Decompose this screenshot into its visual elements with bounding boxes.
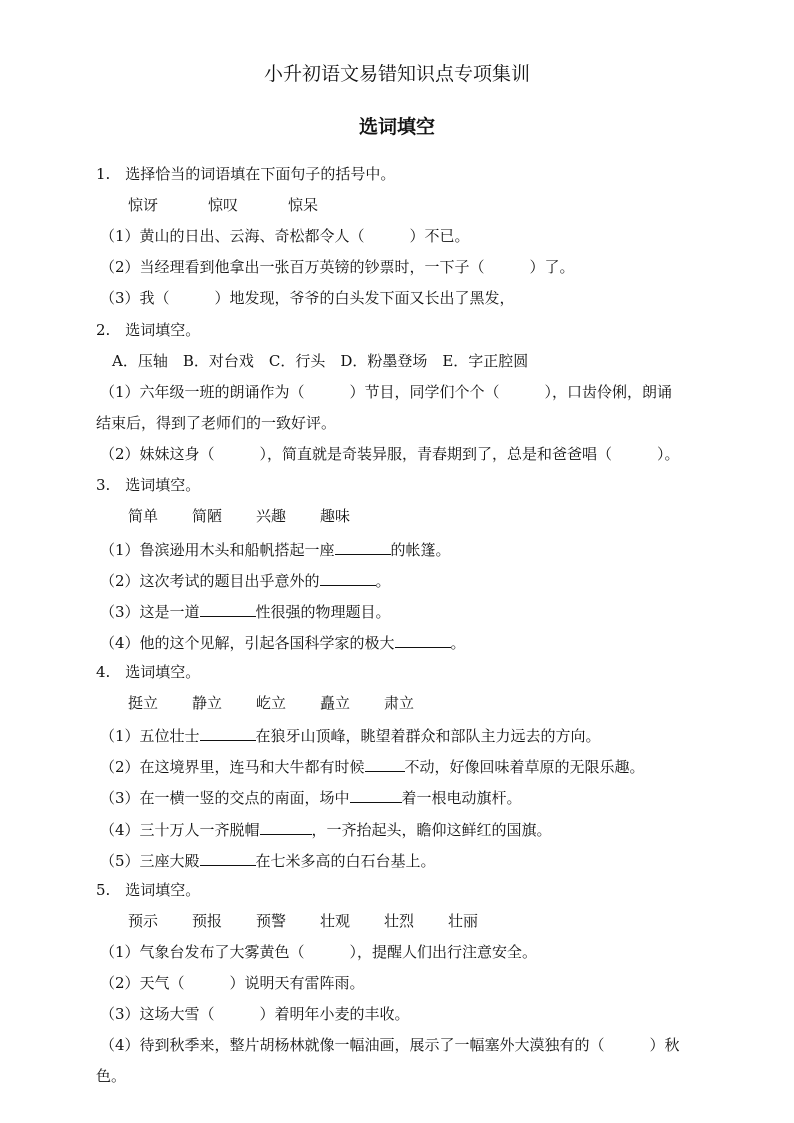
q3-item-3: （3）这是一道 性很强的物理题目。: [100, 600, 391, 622]
answer-blank[interactable]: [200, 849, 256, 866]
word-option: 简单: [128, 507, 159, 525]
q5-word-bank: [128, 911, 478, 931]
answer-blank[interactable]: [335, 538, 391, 555]
q1-word-bank: [128, 195, 318, 215]
q3-heading: 3. 选词填空。: [96, 476, 201, 494]
q2-options: A．压轴 B．对台戏 C．行头 D．粉墨登场 E．字正腔圆: [112, 352, 529, 370]
answer-blank[interactable]: [260, 818, 312, 835]
word-option: 矗立: [320, 694, 351, 712]
q2-item-1-cont: 结束后，得到了老师们的一致好评。: [96, 414, 337, 432]
answer-blank[interactable]: [320, 569, 376, 586]
q3-item-1: （1）鲁滨逊用木头和船帆搭起一座 的帐篷。: [100, 538, 451, 560]
word-option: 屹立: [256, 694, 287, 712]
q5-item-4: （4）待到秋季来，整片胡杨林就像一幅油画，展示了一幅塞外大漠独有的（ ）秋: [100, 1036, 680, 1054]
word-option: 简陋: [192, 507, 223, 525]
word-option: 预示: [128, 912, 159, 930]
q4-item-5: （5）三座大殿 在七米多高的白石台基上。: [100, 849, 436, 871]
word-option: 兴趣: [256, 507, 287, 525]
q1-item-3: （3）我（ ）地发现，爷爷的白头发下面又长出了黑发，: [100, 289, 515, 307]
q5-heading: 5. 选词填空。: [96, 881, 201, 899]
word-option: 肃立: [384, 694, 415, 712]
q1-heading: 1. 选择恰当的词语填在下面句子的括号中。: [96, 165, 396, 183]
section-title: 选词填空: [358, 116, 435, 138]
word-option: 壮烈: [384, 912, 415, 930]
q5-item-4-cont: 色。: [96, 1067, 127, 1085]
word-option: 惊叹: [208, 196, 239, 214]
answer-blank[interactable]: [200, 724, 256, 741]
word-option: 惊呆: [288, 196, 319, 214]
word-option: 壮观: [320, 912, 351, 930]
q4-word-bank: [128, 693, 414, 713]
answer-blank[interactable]: [365, 755, 405, 772]
q4-item-1: （1）五位壮士 在狼牙山顶峰，眺望着群众和部队主力远去的方向。: [100, 724, 601, 746]
q3-word-bank: [128, 506, 350, 526]
word-option: 预报: [192, 912, 223, 930]
q2-item-1: （1）六年级一班的朗诵作为（ ）节目，同学们个个（ ），口齿伶俐，朗诵: [100, 383, 673, 401]
word-option: 挺立: [128, 694, 159, 712]
answer-blank[interactable]: [395, 631, 451, 648]
q3-item-2: （2）这次考试的题目出乎意外的 。: [100, 569, 391, 591]
q3-item-4: （4）他的这个见解，引起各国科学家的极大 。: [100, 631, 466, 653]
q4-item-4: （4）三十万人一齐脱帽 ，一齐抬起头，瞻仰这鲜红的国旗。: [100, 818, 552, 840]
answer-blank[interactable]: [350, 786, 402, 803]
word-option: 趣味: [320, 507, 351, 525]
page-title: 小升初语文易错知识点专项集训: [263, 63, 530, 85]
q4-item-3: （3）在一横一竖的交点的南面，场中 着一根电动旗杆。: [100, 786, 522, 808]
q5-item-3: （3）这场大雪（ ）着明年小麦的丰收。: [100, 1005, 410, 1023]
q4-item-2: （2）在这境界里，连马和大牛都有时候 不动，好像回味着草原的无限乐趣。: [100, 755, 645, 777]
q4-heading: 4. 选词填空。: [96, 663, 201, 681]
word-option: 预警: [256, 912, 287, 930]
q5-item-2: （2）天气（ ）说明天有雷阵雨。: [100, 974, 365, 992]
q2-item-2: （2）妹妹这身（ ），简直就是奇装异服，青春期到了，总是和爸爸唱（ ）。: [100, 445, 680, 463]
q2-heading: 2. 选词填空。: [96, 321, 201, 339]
q1-item-1: （1）黄山的日出、云海、奇松都令人（ ）不已。: [100, 227, 470, 245]
word-option: 静立: [192, 694, 223, 712]
answer-blank[interactable]: [200, 600, 256, 617]
word-option: 惊讶: [128, 196, 159, 214]
q5-item-1: （1）气象台发布了大雾黄色（ ），提醒人们出行注意安全。: [100, 943, 538, 961]
q1-item-2: （2）当经理看到他拿出一张百万英镑的钞票时，一下子（ ）了。: [100, 258, 575, 276]
word-option: 壮丽: [448, 912, 479, 930]
